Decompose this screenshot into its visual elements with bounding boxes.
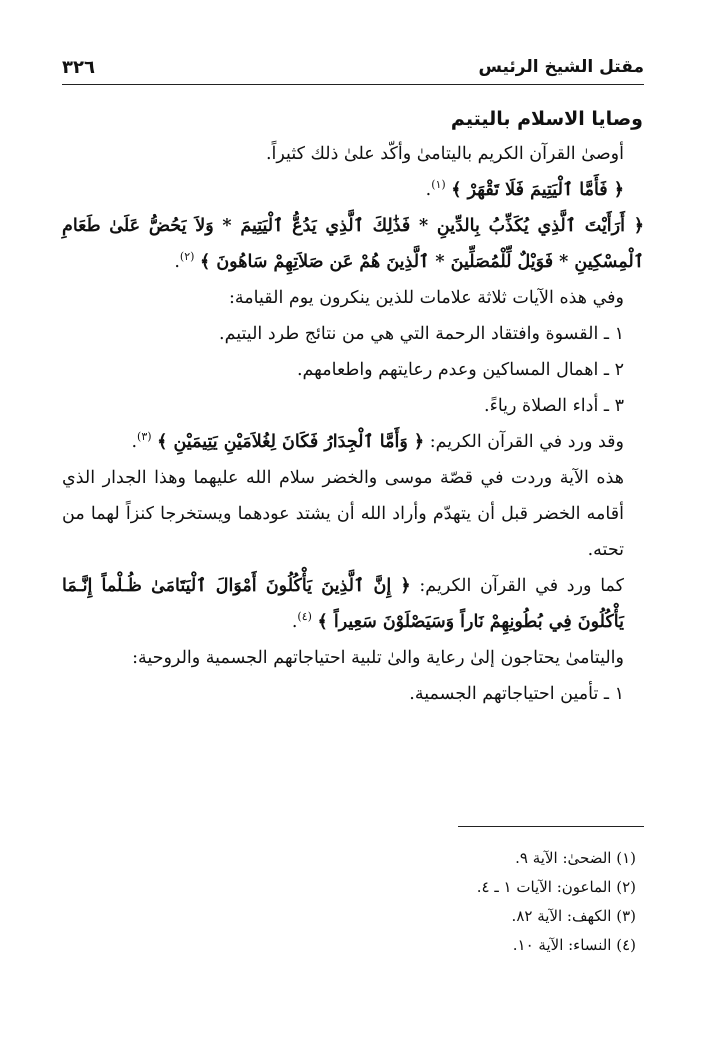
footnotes: [62, 844, 644, 960]
list-item-physical-needs: ١ ـ تأمين احتياجاتهم الجسمية.: [409, 684, 624, 704]
paragraph-intro: أوصىٰ القرآن الكريم باليتامىٰ وأكّد علىٰ ذلك كثيراً.: [265, 144, 624, 164]
paragraph-kahf-intro: وقد ورد في القرآن الكريم:: [429, 432, 624, 452]
footnote-ref-3: (٣): [137, 430, 152, 444]
paragraph-kahf: وقد ورد في القرآن الكريم: ﴿ وَأَمَّا ٱلْجِدَارُ فَكَانَ لِغُلاَمَيْنِ يَتِيمَيْنِ ﴾ $^{(٣)}$.: [131, 430, 624, 452]
footnote-ref-1: (١): [431, 178, 446, 192]
footnote-3: (٣) الكهف: الآية ٨٢.: [511, 907, 636, 925]
page-header: [62, 50, 644, 85]
footnote-1: (١) الضحىٰ: الآية ٩.: [515, 849, 636, 867]
list-item-2: ٢ ـ اهمال المساكين وعدم رعايتهم واطعامهم.: [296, 360, 624, 380]
section-title: وصايا الاسلام باليتيم: [450, 108, 643, 130]
footnote-divider: [458, 826, 644, 827]
list-item-1: ١ ـ القسوة وافتقاد الرحمة التي هي من نتائج طرد اليتيم.: [219, 324, 624, 344]
paragraph-signs: وفي هذه الآيات ثلاثة علامات للذين ينكرون يوم القيامة:: [229, 288, 624, 308]
verse-text: ﴿ فَأَمَّا ٱلْيَتِيمَ فَلَا تَقْهَرْ ﴾: [451, 180, 624, 200]
page-body: [62, 136, 644, 712]
verse-text: ﴿ وَأَمَّا ٱلْجِدَارُ فَكَانَ لِغُلاَمَيْنِ يَتِيمَيْنِ ﴾: [157, 432, 425, 452]
page-number: ٣٢٦: [62, 56, 95, 78]
paragraph-nisa: كما ورد في القرآن الكريم: ﴿ إِنَّ ٱلَّذِينَ يَأْكُلُونَ أَمْوَالَ ٱلْيَتَامَىٰ ظُـلْماً إِنَّـمَا يَأْكُلُونَ فِي بُطُونِهِمْ نَاراً وَسَيَصْلَوْنَ سَعِيراً ﴾ $^{(٤)}$.: [62, 576, 624, 632]
verse-text: ﴿ أَرَأَيْتَ ٱلَّذِي يُكَذِّبُ بِالدِّينِ * فَذَٰلِكَ ٱلَّذِي يَدُعُّ ٱلْيَتِيمَ * وَلاَ يَحُضُّ عَلَىٰ طَعَامِ ٱلْمِسْكِينِ * فَوَيْلٌ لِّلْمُصَلِّينَ * ٱلَّذِينَ هُمْ عَن صَلاَتِهِمْ سَاهُونَ ﴾: [62, 216, 644, 272]
running-title: مقتل الشيخ الرئيس: [478, 57, 644, 77]
footnote-ref-2: (٢): [179, 250, 195, 264]
list-item-3: ٣ ـ أداء الصلاة رياءً.: [484, 396, 624, 416]
footnote-ref-4: (٤): [297, 610, 312, 624]
paragraph-orphan-needs: واليتامىٰ يحتاجون إلىٰ رعاية والىٰ تلبية احتياجاتهم الجسمية والروحية:: [132, 648, 624, 668]
quran-verse-maun: ﴿ أَرَأَيْتَ ٱلَّذِي يُكَذِّبُ بِالدِّينِ * فَذَٰلِكَ ٱلَّذِي يَدُعُّ ٱلْيَتِيمَ * وَلاَ يَحُضُّ عَلَىٰ طَعَامِ ٱلْمِسْكِينِ * فَوَيْلٌ لِّلْمُصَلِّينَ * ٱلَّذِينَ هُمْ عَن صَلاَتِهِمْ سَاهُونَ ﴾ $^{(٢)}$.: [62, 216, 644, 272]
paragraph-nisa-intro: كما ورد في القرآن الكريم:: [419, 576, 624, 596]
footnote-4: (٤) النساء: الآية ١٠.: [512, 936, 636, 954]
quran-verse-duha: ﴿ فَأَمَّا ٱلْيَتِيمَ فَلَا تَقْهَرْ ﴾ $^{(١)}$.: [425, 178, 624, 200]
footnote-2: (٢) الماعون: الآيات ١ ـ ٤.: [476, 878, 636, 896]
paragraph-khidr-story: هذه الآية وردت في قصّة موسى والخضر سلام الله عليهما وهذا الجدار الذي أقامه الخضر قبل أن يتهدّم وأراد الله أن يشتد عودهما ويستخرجا كنزاً لهما من تحته.: [62, 468, 624, 560]
verse-text: ﴿ إِنَّ ٱلَّذِينَ يَأْكُلُونَ أَمْوَالَ ٱلْيَتَامَىٰ ظُـلْماً إِنَّـمَا يَأْكُلُونَ فِي بُطُونِهِمْ نَاراً وَسَيَصْلَوْنَ سَعِيراً ﴾: [62, 576, 624, 632]
